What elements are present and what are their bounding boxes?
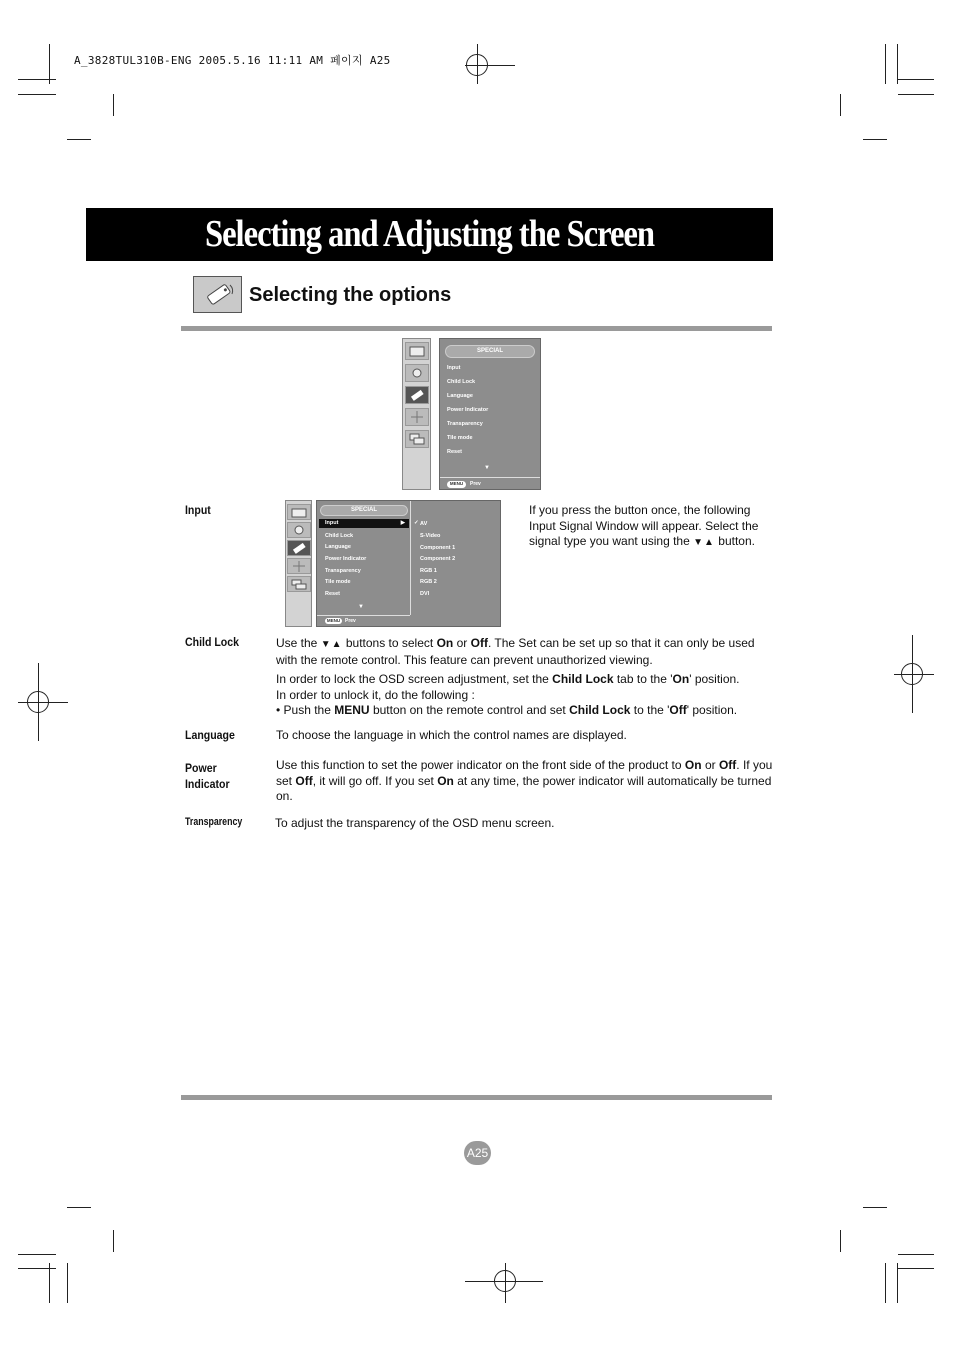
osd-divider (410, 501, 411, 615)
osd-sub-rgb-2: RGB 2 (420, 579, 437, 585)
option-text-language: To choose the language in which the control names are displayed. (276, 728, 627, 742)
menu-button-icon: MENU (326, 618, 341, 623)
osd-sub-av: AV (420, 521, 428, 527)
option-text-power-indicator: Use this function to set the power indicator on the front side of the product to On or Off. If you set Off, it will go off. If you set On at any time, the power indicator will automatically be turned on. (276, 758, 773, 803)
option-label-language: Language (185, 728, 235, 742)
osd-sub-dvi: DVI (420, 591, 430, 597)
down-arrow-icon: ▼ (484, 465, 490, 471)
option-label-child-lock: Child Lock (185, 635, 239, 649)
special-tag-icon (405, 386, 429, 404)
section-title: Selecting the options (249, 284, 452, 306)
osd-footer (317, 615, 410, 626)
osd-item-input-selected (319, 519, 409, 528)
option-label-power-indicator: Power Indicator (185, 761, 230, 791)
prev-label: Prev (345, 618, 356, 624)
osd-input-menu (316, 500, 501, 627)
option-text-transparency: To adjust the transparency of the OSD menu screen. (275, 816, 555, 830)
osd-sub-s-video: S-Video (420, 533, 441, 539)
osd-item-input: Input (325, 520, 339, 526)
child-lock-para-2: In order to lock the OSD screen adjustment, set the Child Lock tab to the 'On' position. (276, 672, 740, 686)
osd-item-reset: Reset (325, 591, 340, 597)
child-lock-para-1: Use the ▼▲ buttons to select On or Off. The Set can be set up so that it can only be used with the remote control. This feature can prevent unauthorized viewing. (276, 636, 755, 667)
special-tag-icon (287, 540, 311, 556)
down-arrow-icon: ▼ (358, 604, 364, 610)
color-icon (405, 364, 429, 382)
osd-item-power-indicator: Power Indicator (447, 407, 489, 413)
osd-item-child-lock: Child Lock (325, 533, 354, 539)
tile-icon (405, 430, 429, 448)
osd-sub-component-1: Component 1 (420, 545, 456, 551)
picture-icon (405, 342, 429, 360)
child-lock-para-4: • Push the MENU button on the remote control and set Child Lock to the 'Off' position. (276, 703, 738, 717)
page-title-bar (86, 208, 773, 261)
position-icon (405, 408, 429, 426)
osd-item-child-lock: Child Lock (447, 379, 476, 385)
osd-icon-column (285, 500, 312, 627)
right-arrow-icon: ▶ (400, 520, 405, 526)
down-up-arrow-icon: ▼▲ (320, 639, 343, 650)
prev-label: Prev (470, 481, 481, 487)
osd-item-language: Language (325, 544, 351, 550)
osd-item-transparency: Transparency (325, 568, 361, 574)
osd-item-tile-mode: Tile mode (325, 579, 351, 585)
osd-item-language: Language (447, 393, 473, 399)
option-text-input: If you press the button once, the following Input Signal Window will appear. Select the signal type you want using the ▼▲ button. (529, 503, 759, 548)
osd-icon-column (402, 338, 431, 490)
option-text-child-lock (276, 636, 772, 719)
color-icon (287, 522, 311, 538)
osd-item-tile-mode: Tile mode (447, 435, 473, 441)
print-slug: A_3828TUL310B-ENG 2005.5.16 11:11 AM 페이지 A25 (74, 54, 391, 67)
child-lock-para-3: In order to unlock it, do the following : (276, 687, 475, 702)
down-up-arrow-icon: ▼▲ (693, 537, 715, 548)
osd-header: SPECIAL (445, 345, 535, 358)
osd-item-reset: Reset (447, 449, 462, 455)
osd-item-power-indicator: Power Indicator (325, 556, 367, 562)
osd-main-menu (439, 338, 541, 490)
osd-footer (440, 477, 540, 489)
page-title: Selecting and Adjusting the Screen (204, 213, 655, 255)
position-icon (287, 558, 311, 574)
osd-header: SPECIAL (320, 505, 408, 516)
picture-icon (287, 504, 311, 520)
osd-sub-rgb-1: RGB 1 (420, 568, 437, 574)
top-rule (181, 326, 772, 331)
osd-item-transparency: Transparency (447, 421, 483, 427)
bottom-rule (181, 1095, 772, 1100)
option-label-transparency: Transparency (185, 816, 243, 828)
menu-button-icon: MENU (447, 481, 466, 488)
check-icon: ✓ (414, 520, 419, 526)
osd-sub-component-2: Component 2 (420, 556, 456, 562)
special-menu-icon (193, 276, 242, 313)
tile-icon (287, 576, 311, 592)
option-label-input: Input (185, 503, 211, 517)
osd-item-input: Input (447, 365, 461, 371)
page-number: A25 (464, 1141, 491, 1165)
